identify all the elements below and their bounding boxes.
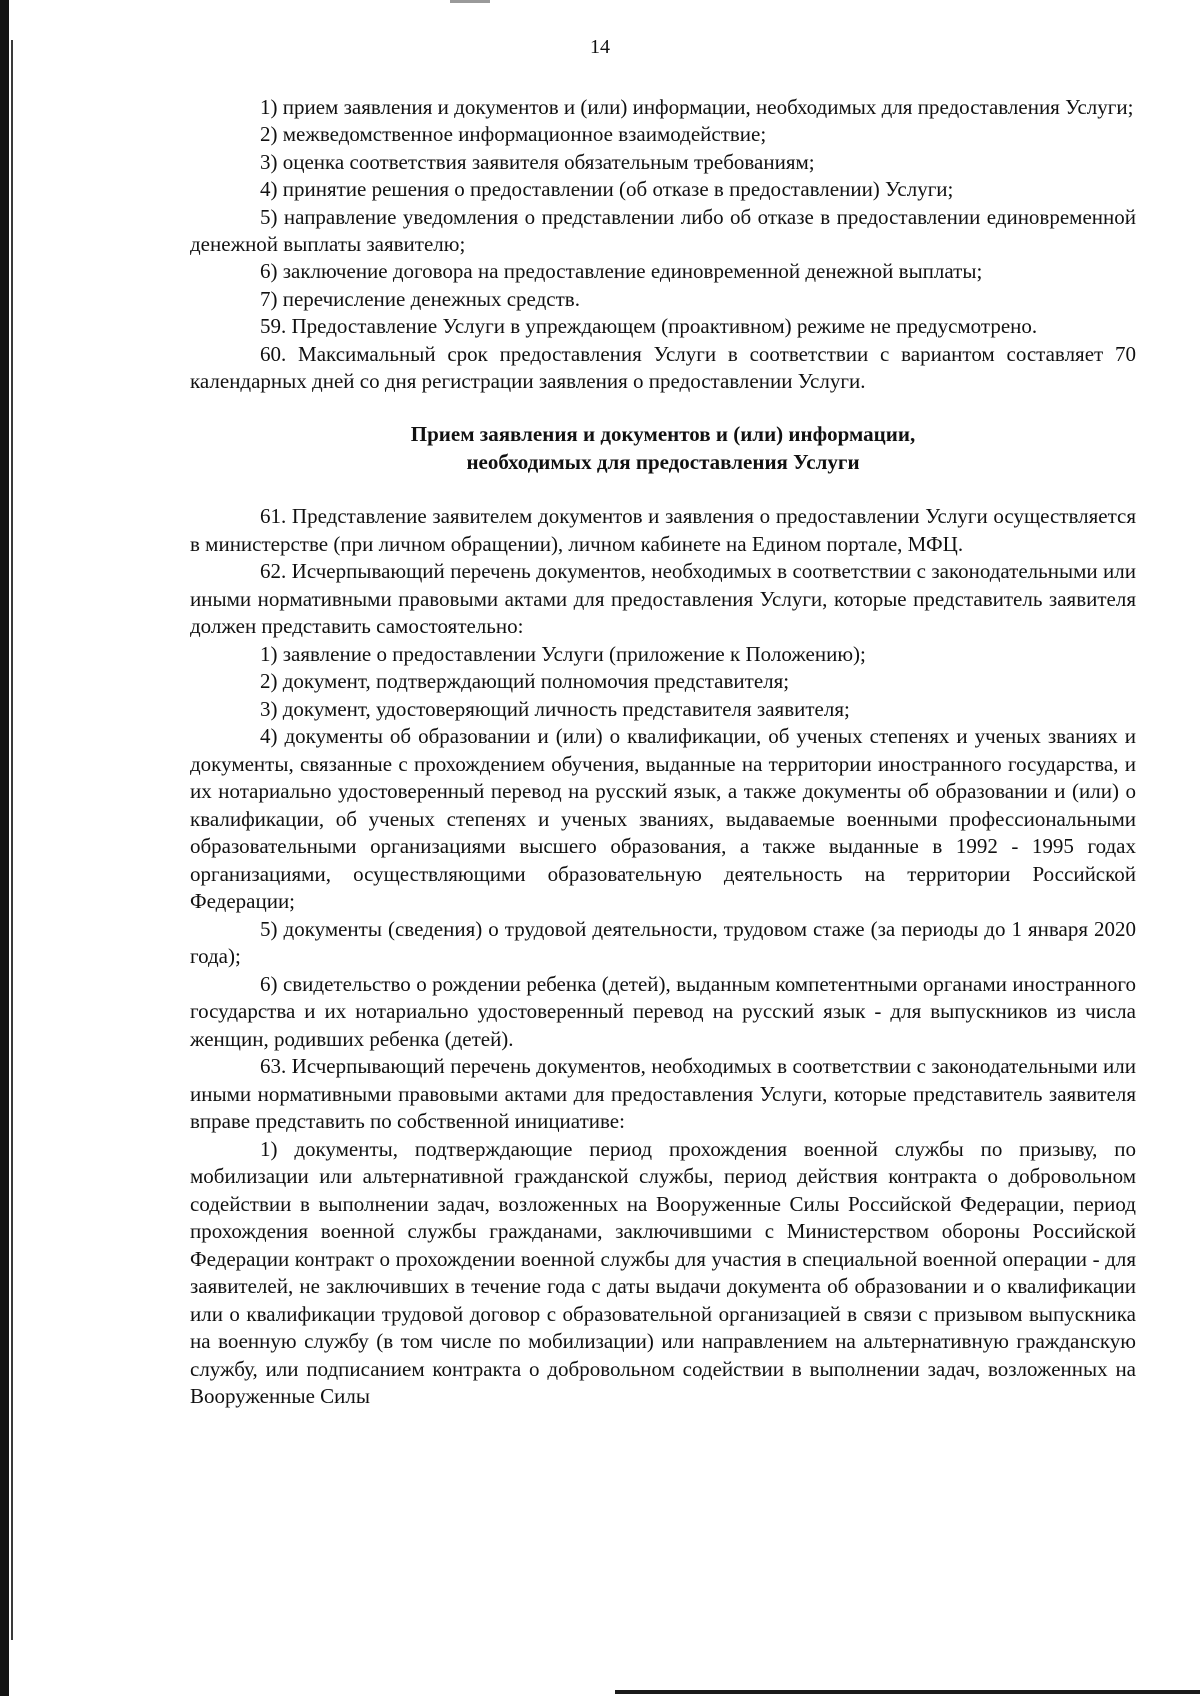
section-heading-line-1: Прием заявления и документов и (или) информации, [410, 422, 916, 447]
intro-item-2: 2) межведомственное информационное взаимодействие; [260, 122, 767, 147]
section-heading [190, 421, 1136, 476]
scan-top-mark [450, 0, 490, 3]
clause-63-item-1: 1) документы, подтверждающие период прохождения военной службы по призыву, по мобилизации или альтернативной гражданской службы, период действия контракта о добровольном содействии в выполнении задач, возложенных на Вооруженные Силы Российской Федерации, период прохождения военной службы гражданами, заключившими с Министерством обороны Российской Федерации контракт о прохождении военной службы для участия в специальной военной операции - для заявителей, не заключивших в течение года с даты выдачи документа об образовании и о квалификации или о квалификации трудовой договор с образовательной организацией в связи с призывом выпускника на военную службу (в том числе по мобилизации) или направлением на альтернативную гражданскую службу, или подписанием контракта о добровольном содействии в выполнении задач, возложенных на Вооруженные Силы [190, 1136, 1136, 1409]
intro-item-6: 6) заключение договора на предоставление единовременной денежной выплаты; [260, 259, 983, 284]
page-number: 14 [590, 36, 610, 58]
section-body [190, 503, 1136, 1411]
intro-item-3: 3) оценка соответствия заявителя обязательным требованиям; [260, 149, 815, 174]
clause-62-item-1: 1) заявление о предоставлении Услуги (приложение к Положению); [260, 641, 866, 666]
clause-62-item-5: 5) документы (сведения) о трудовой деятельности, трудовом стаже (за периоды до 1 января 2020 года); [190, 916, 1136, 969]
document-body [190, 94, 1136, 1411]
scan-left-edge-line [11, 40, 13, 1640]
clause-62-item-2: 2) документ, подтверждающий полномочия представителя; [260, 669, 790, 694]
clause-62-item-3: 3) документ, удостоверяющий личность представителя заявителя; [260, 696, 850, 721]
clause-62: 62. Исчерпывающий перечень документов, необходимых в соответствии с законодательными или иными нормативными правовыми актами для предоставления Услуги, которые представитель заявителя должен представить самостоятельно: [190, 559, 1136, 639]
clause-59: 59. Предоставление Услуги в упреждающем (проактивном) режиме не предусмотрено. [260, 314, 1038, 339]
scan-left-edge [0, 0, 9, 1696]
clause-61: 61. Представление заявителем документов и заявления о предоставлении Услуги осуществляется в министерстве (при личном обращении), личном кабинете на Едином портале, МФЦ. [190, 504, 1136, 556]
intro-item-7: 7) перечисление денежных средств. [260, 286, 580, 311]
intro-block [190, 94, 1136, 395]
clause-62-item-6: 6) свидетельство о рождении ребенка (детей), выданным компетентными органами иностранного государства и их нотариально удостоверенный перевод на русский язык - для выпускников из числа женщин, родивших ребенка (детей). [190, 971, 1136, 1051]
section-heading-line-2: необходимых для предоставления Услуги [466, 449, 860, 474]
intro-item-4: 4) принятие решения о предоставлении (об отказе в предоставлении) Услуги; [260, 177, 954, 202]
clause-62-item-4: 4) документы об образовании и (или) о квалификации, об ученых степенях и ученых званиях и документы, связанные с прохождением обучения, выданные на территории иностранного государства, и их нотариально удостоверенный перевод на русский язык, а также документы об образовании и (или) о квалификации, об ученых степенях и ученых званиях, выдаваемые военными профессиональными образовательными организациями высшего образования, а также выданные в 1992 - 1995 годах организациями, осуществляющими образовательную деятельность на территории Российской Федерации; [190, 724, 1136, 914]
intro-item-1: 1) прием заявления и документов и (или) информации, необходимых для предоставления Услуги; [260, 95, 1134, 119]
clause-63: 63. Исчерпывающий перечень документов, необходимых в соответствии с законодательными или иными нормативными правовыми актами для предоставления Услуги, которые представитель заявителя вправе представить по собственной инициативе: [190, 1054, 1136, 1134]
scan-bottom-mark [615, 1690, 1200, 1694]
clause-60: 60. Максимальный срок предоставления Услуги в соответствии с вариантом составляет 70 календарных дней со дня регистрации заявления о предоставлении Услуги. [190, 341, 1136, 394]
intro-item-5: 5) направление уведомления о представлении либо об отказе в предоставлении единовременной денежной выплаты заявителю; [190, 204, 1136, 257]
